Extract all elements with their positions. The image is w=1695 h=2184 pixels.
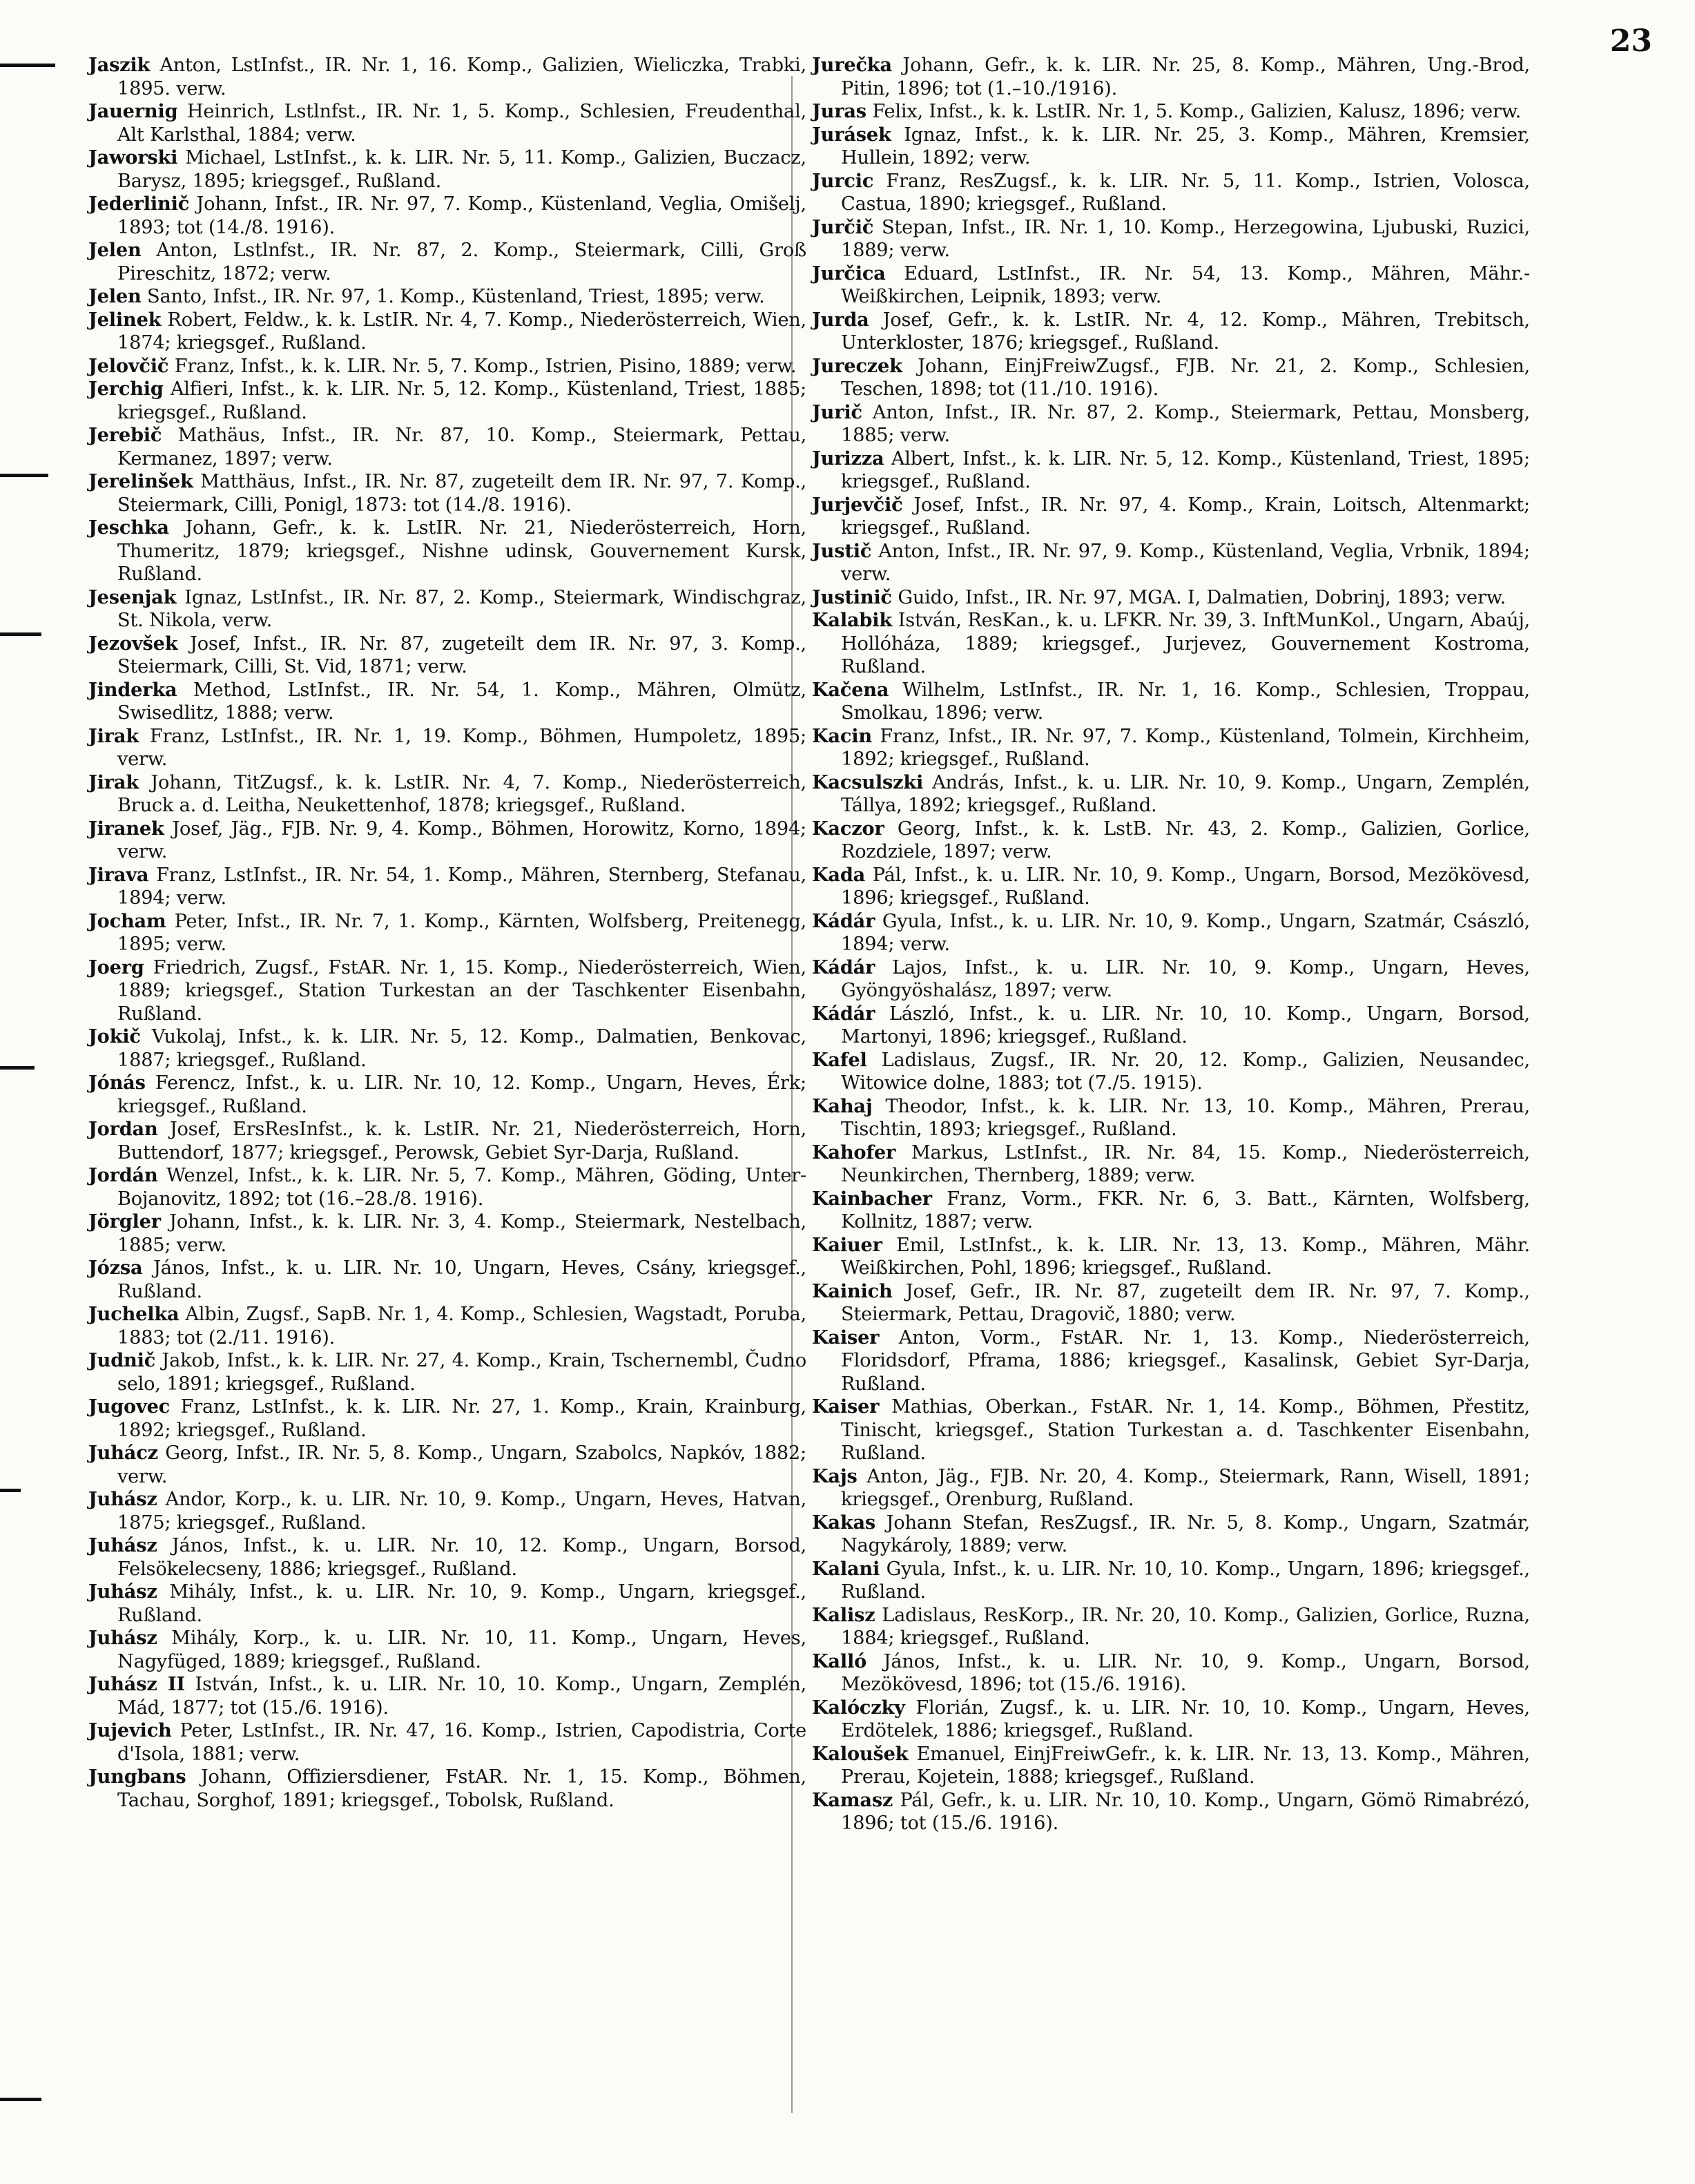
register-entry bbox=[88, 1395, 806, 1442]
entry-surname: Jelinek bbox=[88, 308, 162, 331]
entry-details: Franz, LstInfst., IR. Nr. 1, 19. Komp., Böhmen, Humpoletz, 1895; verw. bbox=[117, 725, 806, 770]
entry-surname: Jurásek bbox=[812, 123, 891, 146]
register-entry bbox=[88, 1025, 806, 1072]
register-entry bbox=[812, 1395, 1530, 1465]
register-entry bbox=[88, 864, 806, 910]
register-entry bbox=[88, 1072, 806, 1118]
entry-details: Anton, Vorm., FstAR. Nr. 1, 13. Komp., Niederösterreich, Floridsdorf, Pframa, 1886; kriegsgef., Kasalinsk, Gebiet Syr-Darja, Rußland. bbox=[841, 1326, 1530, 1395]
entry-details: Albert, Infst., k. k. LIR. Nr. 5, 12. Komp., Küstenland, Triest, 1895; kriegsgef., Rußland. bbox=[841, 447, 1530, 492]
margin-mark bbox=[0, 2098, 41, 2101]
entry-surname: Kahaj bbox=[812, 1094, 873, 1117]
entry-details: Theodor, Infst., k. k. LIR. Nr. 13, 10. Komp., Mähren, Prerau, Tischtin, 1893; kriegsgef., Rußland. bbox=[841, 1095, 1530, 1140]
entry-surname: Kaloušek bbox=[812, 1742, 909, 1765]
entry-surname: Kaiuer bbox=[812, 1233, 882, 1256]
entry-surname: Juhász bbox=[88, 1581, 157, 1603]
entry-surname: Jujevich bbox=[88, 1719, 172, 1741]
entry-surname: Kaczor bbox=[812, 817, 884, 840]
register-entry bbox=[88, 1210, 806, 1257]
entry-surname: Kaiser bbox=[812, 1326, 880, 1349]
register-entry bbox=[88, 1349, 806, 1395]
entry-details: Ignaz, Infst., k. k. LIR. Nr. 25, 3. Komp., Mähren, Kremsier, Hullein, 1892; verw. bbox=[841, 124, 1530, 168]
entry-details: Johann, Gefr., k. k. LstIR. Nr. 21, Niederösterreich, Horn, Thumeritz, 1879; kriegsgef., Nishne udinsk, Gouvernement Kursk, Rußland. bbox=[117, 517, 806, 585]
register-entry bbox=[88, 1118, 806, 1164]
entry-surname: Juras bbox=[812, 100, 866, 122]
register-entry bbox=[812, 170, 1530, 216]
entry-surname: Jokič bbox=[88, 1025, 141, 1047]
entry-surname: Jörgler bbox=[88, 1210, 161, 1233]
entry-surname: Jerelinšek bbox=[88, 470, 193, 492]
margin-mark bbox=[0, 632, 41, 636]
register-entry bbox=[812, 1789, 1530, 1835]
entry-details: Ignaz, LstInfst., IR. Nr. 87, 2. Komp., Steiermark, Windischgraz, St. Nikola, verw. bbox=[117, 586, 806, 631]
entry-details: Johann, Gefr., k. k. LIR. Nr. 25, 8. Komp., Mähren, Ung.-Brod, Pitin, 1896; tot (1.–10./1916). bbox=[841, 55, 1531, 99]
register-entry bbox=[812, 447, 1530, 494]
entry-surname: Jureczek bbox=[812, 354, 902, 377]
entry-surname: Kádár bbox=[812, 909, 875, 932]
entry-details: Eduard, LstInfst., IR. Nr. 54, 13. Komp., Mähren, Mähr.-Weißkirchen, Leipnik, 1893; verw. bbox=[841, 262, 1530, 307]
entry-details: Anton, LstInfst., IR. Nr. 1, 16. Komp., Galizien, Wieliczka, Trabki, 1895. verw. bbox=[117, 55, 806, 99]
entry-surname: Jinderka bbox=[88, 678, 177, 701]
entry-surname: Judnič bbox=[88, 1349, 156, 1371]
entry-details: János, Infst., k. u. LIR. Nr. 10, Ungarn, Heves, Csány, kriegsgef., Rußland. bbox=[117, 1257, 807, 1302]
entry-surname: Kačena bbox=[812, 678, 889, 701]
register-entry bbox=[812, 1326, 1530, 1396]
margin-mark bbox=[0, 1489, 21, 1492]
register-entry bbox=[812, 355, 1530, 401]
entry-surname: Jurjevčič bbox=[812, 493, 903, 516]
register-entry bbox=[88, 1766, 806, 1812]
register-entry bbox=[812, 1604, 1530, 1650]
entry-details: Mihály, Infst., k. u. LIR. Nr. 10, 9. Komp., Ungarn, kriegsgef., Rußland. bbox=[117, 1581, 806, 1626]
entry-surname: Jiranek bbox=[88, 817, 164, 840]
register-entry bbox=[88, 193, 806, 239]
entry-details: Josef, Gefr., k. k. LstIR. Nr. 4, 12. Komp., Mähren, Trebitsch, Unterkloster, 1876; kriegsgef., Rußland. bbox=[841, 309, 1530, 354]
register-entry bbox=[812, 1003, 1530, 1049]
entry-details: Pál, Infst., k. u. LIR. Nr. 10, 9. Komp., Ungarn, Borsod, Mezökövesd, 1896; kriegsgef., Rußland. bbox=[841, 864, 1530, 909]
register-entry bbox=[88, 771, 806, 818]
entry-details: Johann, Infst., k. k. LIR. Nr. 3, 4. Komp., Steiermark, Nestelbach, 1885; verw. bbox=[117, 1211, 806, 1256]
register-entry bbox=[88, 1673, 806, 1719]
entry-surname: Jirak bbox=[88, 724, 139, 747]
margin-mark bbox=[0, 64, 55, 67]
entry-surname: Jirak bbox=[88, 771, 139, 793]
entry-details: Georg, Infst., IR. Nr. 5, 8. Komp., Ungarn, Szabolcs, Napkóv, 1882; verw. bbox=[117, 1442, 806, 1487]
entry-surname: Jesenjak bbox=[88, 586, 177, 608]
entry-surname: Jocham bbox=[88, 909, 166, 932]
register-entry bbox=[812, 771, 1530, 818]
register-entry bbox=[812, 1697, 1530, 1743]
entry-details: Peter, Infst., IR. Nr. 7, 1. Komp., Kärnten, Wolfsberg, Preitenegg, 1895; verw. bbox=[117, 910, 806, 955]
register-entry bbox=[812, 1465, 1530, 1511]
register-entry bbox=[812, 216, 1530, 262]
entry-details: Anton, Infst., IR. Nr. 87, 2. Komp., Steiermark, Pettau, Monsberg, 1885; verw. bbox=[841, 401, 1530, 446]
register-entry bbox=[812, 818, 1530, 864]
entry-details: Anton, Infst., IR. Nr. 97, 9. Komp., Küstenland, Veglia, Vrbnik, 1894; verw. bbox=[841, 540, 1530, 585]
entry-details: Ladislaus, ResKorp., IR. Nr. 20, 10. Komp., Galizien, Gorlice, Ruzna, 1884; kriegsgef., Rußland. bbox=[841, 1604, 1530, 1649]
register-entry bbox=[88, 285, 806, 309]
entry-details: Franz, Infst., k. k. LIR. Nr. 5, 7. Komp., Istrien, Pisino, 1889; verw. bbox=[174, 355, 797, 377]
entry-surname: Kádár bbox=[812, 1002, 875, 1025]
entry-surname: Jezovšek bbox=[88, 632, 178, 655]
entry-surname: Justič bbox=[812, 539, 872, 562]
register-entry bbox=[812, 401, 1530, 447]
entry-details: Mihály, Korp., k. u. LIR. Nr. 10, 11. Komp., Ungarn, Heves, Nagyfüged, 1889; kriegsgef., Rußland. bbox=[117, 1627, 806, 1672]
entry-surname: Jurcic bbox=[812, 169, 874, 192]
entry-details: Franz, LstInfst., IR. Nr. 54, 1. Komp., Mähren, Sternberg, Stefanau, 1894; verw. bbox=[117, 864, 806, 909]
register-entry bbox=[812, 956, 1530, 1003]
entry-details: István, Infst., k. u. LIR. Nr. 10, 10. Komp., Ungarn, Zemplén, Mád, 1877; tot (15./6. 1916). bbox=[117, 1674, 806, 1719]
entry-surname: Kalani bbox=[812, 1557, 880, 1580]
entry-details: András, Infst., k. u. LIR. Nr. 10, 9. Komp., Ungarn, Zemplén, Tállya, 1892; kriegsgef., Rußland. bbox=[841, 771, 1530, 816]
entry-details: László, Infst., k. u. LIR. Nr. 10, 10. Komp., Ungarn, Borsod, Martonyi, 1896; kriegsgef., Rußland. bbox=[841, 1003, 1530, 1047]
margin-mark bbox=[0, 474, 48, 477]
entry-surname: Jungbans bbox=[88, 1766, 186, 1788]
left-column bbox=[88, 54, 806, 1812]
margin-mark bbox=[0, 1066, 35, 1070]
register-entry bbox=[812, 1141, 1530, 1188]
entry-details: Matthäus, Infst., IR. Nr. 87, zugeteilt dem IR. Nr. 97, 7. Komp., Steiermark, Cilli, Ponigl, 1873: tot (14./8. 1916). bbox=[117, 471, 806, 516]
register-entry bbox=[88, 1534, 806, 1581]
register-entry bbox=[812, 540, 1530, 586]
register-entry bbox=[812, 679, 1530, 725]
register-entry bbox=[88, 54, 806, 100]
entry-surname: Jordán bbox=[88, 1164, 158, 1186]
entry-details: Josef, Infst., IR. Nr. 87, zugeteilt dem IR. Nr. 97, 3. Komp., Steiermark, Cilli, St. Vid, 1871; verw. bbox=[117, 632, 806, 677]
entry-details: Josef, Infst., IR. Nr. 97, 4. Komp., Krain, Loitsch, Altenmarkt; kriegsgef., Rußland. bbox=[841, 494, 1530, 539]
register-entry bbox=[812, 124, 1530, 170]
entry-surname: Jurčica bbox=[812, 262, 886, 284]
register-entry bbox=[88, 378, 806, 424]
entry-surname: Kalóczky bbox=[812, 1696, 905, 1719]
entry-surname: Kádár bbox=[812, 956, 875, 978]
entry-surname: Kakas bbox=[812, 1511, 876, 1534]
entry-details: Pál, Gefr., k. u. LIR. Nr. 10, 10. Komp., Ungarn, Gömö Rimabrézó, 1896; tot (15./6. 1916). bbox=[841, 1789, 1530, 1834]
entry-details: Johann, TitZugsf., k. k. LstIR. Nr. 4, 7. Komp., Niederösterreich, Bruck a. d. Leitha, Neukettenhof, 1878; kriegsgef., Rußland. bbox=[117, 771, 806, 816]
entry-surname: Jelen bbox=[88, 285, 142, 307]
entry-surname: Jederlinič bbox=[88, 193, 190, 215]
entry-surname: Jerchig bbox=[88, 378, 164, 400]
entry-surname: Jerebič bbox=[88, 424, 162, 446]
entry-details: Ferencz, Infst., k. u. LIR. Nr. 10, 12. Komp., Ungarn, Heves, Érk; kriegsgef., Rußland. bbox=[117, 1072, 806, 1117]
register-entry bbox=[88, 1488, 806, 1534]
entry-surname: Kamasz bbox=[812, 1788, 893, 1811]
entry-details: Alfieri, Infst., k. k. LIR. Nr. 5, 12. Komp., Küstenland, Triest, 1885; kriegsgef., Rußland. bbox=[117, 378, 806, 423]
entry-details: Florián, Zugsf., k. u. LIR. Nr. 10, 10. Komp., Ungarn, Heves, Erdötelek, 1886; kriegsgef., Rußland. bbox=[841, 1697, 1530, 1741]
entry-details: Gyula, Infst., k. u. LIR. Nr. 10, 10. Komp., Ungarn, 1896; kriegsgef., Rußland. bbox=[841, 1558, 1530, 1603]
register-entry bbox=[812, 609, 1530, 679]
register-entry bbox=[812, 1234, 1530, 1280]
entry-details: János, Infst., k. u. LIR. Nr. 10, 12. Komp., Ungarn, Borsod, Felsökelecseny, 1886; kriegsgef., Rußland. bbox=[117, 1535, 806, 1580]
entry-surname: Juhász II bbox=[88, 1673, 185, 1695]
entry-surname: Kalisz bbox=[812, 1603, 875, 1626]
entry-surname: Kalabik bbox=[812, 609, 892, 631]
register-entry bbox=[88, 1164, 806, 1210]
register-entry bbox=[812, 1280, 1530, 1326]
register-entry bbox=[88, 239, 806, 285]
entry-surname: Joerg bbox=[88, 956, 144, 978]
entry-details: Felix, Infst., k. k. LstIR. Nr. 1, 5. Komp., Galizien, Kalusz, 1896; verw. bbox=[872, 101, 1522, 122]
register-entry bbox=[812, 586, 1530, 610]
entry-details: Robert, Feldw., k. k. LstIR. Nr. 4, 7. Komp., Niederösterreich, Wien, 1874; kriegsgef., Rußland. bbox=[117, 309, 806, 354]
entry-surname: Juhász bbox=[88, 1534, 157, 1556]
entry-details: Johann Stefan, ResZugsf., IR. Nr. 5, 8. Komp., Ungarn, Szatmár, Nagykároly, 1889; verw. bbox=[841, 1511, 1530, 1556]
entry-details: Emil, LstInfst., k. k. LIR. Nr. 13, 13. Komp., Mähren, Mähr. Weißkirchen, Pohl, 1896; kriegsgef., Rußland. bbox=[841, 1234, 1530, 1279]
entry-surname: Kahofer bbox=[812, 1141, 896, 1163]
entry-surname: Jaszik bbox=[88, 54, 151, 76]
page-number: 23 bbox=[1609, 23, 1652, 59]
entry-surname: Kajs bbox=[812, 1465, 858, 1487]
entry-surname: Juchelka bbox=[88, 1303, 180, 1325]
register-entry bbox=[88, 956, 806, 1026]
entry-surname: Jelen bbox=[88, 239, 142, 261]
entry-details: Lajos, Infst., k. u. LIR. Nr. 10, 9. Komp., Ungarn, Heves, Gyöngyöshalász, 1897; verw. bbox=[841, 956, 1530, 1001]
entry-details: István, ResKan., k. u. LFKR. Nr. 39, 3. InftMunKol., Ungarn, Abaúj, Hollóháza, 1889; kriegsgef., Jurjevez, Gouvernement Kostroma, Rußland. bbox=[841, 610, 1530, 677]
register-entry bbox=[812, 309, 1530, 355]
entry-details: Josef, ErsResInfst., k. k. LstIR. Nr. 21, Niederösterreich, Horn, Buttendorf, 1877; kriegsgef., Perowsk, Gebiet Syr-Darja, Rußland. bbox=[117, 1119, 806, 1163]
entry-surname: Kada bbox=[812, 863, 866, 886]
entry-details: Ladislaus, Zugsf., IR. Nr. 20, 12. Komp., Galizien, Neusandec, Witowice dolne, 1883; tot (7./5. 1915). bbox=[841, 1049, 1530, 1094]
register-entry bbox=[88, 1719, 806, 1766]
register-entry bbox=[88, 1257, 806, 1303]
register-entry bbox=[812, 864, 1530, 910]
register-entry bbox=[812, 1095, 1530, 1141]
entry-surname: Jelovčič bbox=[88, 354, 169, 377]
register-entry bbox=[88, 470, 806, 516]
entry-details: Michael, LstInfst., k. k. LIR. Nr. 5, 11. Komp., Galizien, Buczacz, Barysz, 1895; kriegsgef., Rußland. bbox=[117, 147, 806, 192]
register-entry bbox=[812, 1049, 1530, 1095]
entry-details: János, Infst., k. u. LIR. Nr. 10, 9. Komp., Ungarn, Borsod, Mezökövesd, 1896; tot (15./6. 1916). bbox=[841, 1650, 1530, 1695]
entry-details: Emanuel, EinjFreiwGefr., k. k. LIR. Nr. 13, 13. Komp., Mähren, Prerau, Kojetein, 1888; kriegsgef., Rußland. bbox=[841, 1743, 1530, 1788]
register-entry bbox=[88, 1442, 806, 1488]
entry-surname: Jaworski bbox=[88, 146, 178, 168]
entry-details: Georg, Infst., k. k. LstB. Nr. 43, 2. Komp., Galizien, Gorlice, Rozdziele, 1897; verw. bbox=[841, 818, 1530, 862]
register-entry bbox=[812, 725, 1530, 771]
entry-surname: Jordan bbox=[88, 1118, 158, 1140]
entry-details: Anton, Jäg., FJB. Nr. 20, 4. Komp., Steiermark, Rann, Wisell, 1891; kriegsgef., Orenburg, Rußland. bbox=[841, 1465, 1530, 1510]
register-entry bbox=[88, 818, 806, 864]
entry-details: Johann, EinjFreiwZugsf., FJB. Nr. 21, 2. Komp., Schlesien, Teschen, 1898; tot (11./10. 1916). bbox=[841, 355, 1530, 400]
entry-details: Albin, Zugsf., SapB. Nr. 1, 4. Komp., Schlesien, Wagstadt, Poruba, 1883; tot (2./11. 1916). bbox=[117, 1304, 806, 1349]
register-entry bbox=[88, 100, 806, 146]
entry-surname: Kainbacher bbox=[812, 1187, 932, 1210]
register-entry bbox=[812, 54, 1530, 100]
entry-details: Mathias, Oberkan., FstAR. Nr. 1, 14. Komp., Böhmen, Přestitz, Tinischt, kriegsgef., Station Turkestan a. d. Taschkenter Eisenbahn, Rußland. bbox=[841, 1396, 1530, 1464]
right-column bbox=[812, 54, 1530, 1835]
entry-surname: Jurečka bbox=[812, 54, 892, 76]
entry-details: Santo, Infst., IR. Nr. 97, 1. Komp., Küstenland, Triest, 1895; verw. bbox=[147, 286, 765, 307]
register-entry bbox=[812, 910, 1530, 956]
entry-details: Anton, Lstlnfst., IR. Nr. 87, 2. Komp., Steiermark, Cilli, Groß Pireschitz, 1872; verw. bbox=[117, 240, 806, 284]
entry-surname: Juhácz bbox=[88, 1442, 158, 1464]
entry-surname: Kacsulszki bbox=[812, 771, 924, 793]
register-entry bbox=[88, 516, 806, 586]
entry-details: Guido, Infst., IR. Nr. 97, MGA. I, Dalmatien, Dobrinj, 1893; verw. bbox=[898, 586, 1506, 608]
register-entry bbox=[88, 1627, 806, 1673]
register-entry bbox=[88, 632, 806, 679]
entry-details: Heinrich, Lstlnfst., IR. Nr. 1, 5. Komp., Schlesien, Freudenthal, Alt Karlsthal, 1884; verw. bbox=[117, 101, 807, 146]
entry-details: Andor, Korp., k. u. LIR. Nr. 10, 9. Komp., Ungarn, Heves, Hatvan, 1875; kriegsgef., Rußland. bbox=[117, 1489, 806, 1534]
register-entry bbox=[88, 725, 806, 771]
register-entry bbox=[88, 1303, 806, 1349]
entry-details: Markus, LstInfst., IR. Nr. 84, 15. Komp., Niederösterreich, Neunkirchen, Thernberg, 1889; verw. bbox=[841, 1141, 1530, 1186]
entry-surname: Jugovec bbox=[88, 1395, 171, 1418]
entry-details: Franz, ResZugsf., k. k. LIR. Nr. 5, 11. Komp., Istrien, Volosca, Castua, 1890; kriegsgef., Rußland. bbox=[841, 170, 1530, 215]
entry-surname: Jirava bbox=[88, 863, 149, 886]
entry-surname: Jurda bbox=[812, 308, 869, 331]
entry-details: Wilhelm, LstInfst., IR. Nr. 1, 16. Komp., Schlesien, Troppau, Smolkau, 1896; verw. bbox=[841, 679, 1530, 724]
register-entry bbox=[812, 1558, 1530, 1604]
entry-details: Franz, Vorm., FKR. Nr. 6, 3. Batt., Kärnten, Wolfsberg, Kollnitz, 1887; verw. bbox=[841, 1188, 1530, 1233]
entry-surname: Kalló bbox=[812, 1650, 867, 1672]
entry-surname: Jurizza bbox=[812, 447, 884, 470]
entry-surname: Juhász bbox=[88, 1627, 157, 1649]
entry-details: Jakob, Infst., k. k. LIR. Nr. 27, 4. Komp., Krain, Tschernembl, Čudno selo, 1891; kriegsgef., Rußland. bbox=[117, 1350, 806, 1395]
entry-details: Vukolaj, Infst., k. k. LIR. Nr. 5, 12. Komp., Dalmatien, Benkovac, 1887; kriegsgef., Rußland. bbox=[117, 1026, 806, 1071]
entry-details: Johann, Infst., IR. Nr. 97, 7. Komp., Küstenland, Veglia, Omišelj, 1893; tot (14./8. 1916). bbox=[117, 193, 806, 238]
entry-surname: Kafel bbox=[812, 1048, 867, 1071]
register-entry bbox=[812, 100, 1530, 124]
register-entry bbox=[812, 1650, 1530, 1697]
register-entry bbox=[88, 1581, 806, 1627]
register-entry bbox=[88, 424, 806, 470]
entry-surname: Jurčič bbox=[812, 215, 874, 238]
register-entry bbox=[812, 1743, 1530, 1789]
register-entry bbox=[812, 1188, 1530, 1234]
entry-surname: Justinič bbox=[812, 586, 892, 608]
register-entry bbox=[88, 679, 806, 725]
entry-details: Josef, Gefr., IR. Nr. 87, zugeteilt dem IR. Nr. 97, 7. Komp., Steiermark, Pettau, Dragovič, 1880; verw. bbox=[841, 1280, 1530, 1325]
entry-surname: Kaiser bbox=[812, 1395, 880, 1418]
register-entry bbox=[88, 586, 806, 632]
entry-details: Wenzel, Infst., k. k. LIR. Nr. 5, 7. Komp., Mähren, Göding, Unter-Bojanovitz, 1892; tot (16.–28./8. 1916). bbox=[117, 1165, 806, 1210]
register-entry bbox=[812, 262, 1530, 309]
entry-surname: Józsa bbox=[88, 1257, 143, 1279]
entry-surname: Jurič bbox=[812, 400, 862, 423]
register-entry bbox=[88, 355, 806, 378]
register-entry bbox=[88, 309, 806, 355]
entry-details: Method, LstInfst., IR. Nr. 54, 1. Komp., Mähren, Olmütz, Swisedlitz, 1888; verw. bbox=[117, 679, 807, 724]
entry-details: Friedrich, Zugsf., FstAR. Nr. 1, 15. Komp., Niederösterreich, Wien, 1889; kriegsgef., Station Turkestan an der Taschkenter Eisenbahn, Rußland. bbox=[117, 956, 806, 1025]
entry-details: Peter, LstInfst., IR. Nr. 47, 16. Komp., Istrien, Capodistria, Corte d'Isola, 1881; verw. bbox=[117, 1720, 806, 1765]
entry-details: Franz, LstInfst., k. k. LIR. Nr. 27, 1. Komp., Krain, Krainburg, 1892; kriegsgef., Rußland. bbox=[117, 1396, 806, 1441]
entry-surname: Juhász bbox=[88, 1488, 157, 1510]
entry-details: Mathäus, Infst., IR. Nr. 87, 10. Komp., Steiermark, Pettau, Kermanez, 1897; verw. bbox=[117, 425, 807, 470]
register-entry bbox=[812, 494, 1530, 540]
entry-surname: Kacin bbox=[812, 724, 872, 747]
register-entry bbox=[88, 910, 806, 956]
entry-surname: Kainich bbox=[812, 1279, 893, 1302]
entry-surname: Jónás bbox=[88, 1072, 146, 1094]
entry-details: Franz, Infst., IR. Nr. 97, 7. Komp., Küstenland, Tolmein, Kirchheim, 1892; kriegsgef., Rußland. bbox=[841, 725, 1530, 770]
entry-details: Stepan, Infst., IR. Nr. 1, 10. Komp., Herzegowina, Ljubuski, Ruzici, 1889; verw. bbox=[841, 216, 1530, 261]
entry-details: Johann, Offiziersdiener, FstAR. Nr. 1, 15. Komp., Böhmen, Tachau, Sorghof, 1891; kriegsgef., Tobolsk, Rußland. bbox=[117, 1766, 806, 1811]
register-entry bbox=[812, 1511, 1530, 1558]
register-entry bbox=[88, 146, 806, 193]
entry-details: Josef, Jäg., FJB. Nr. 9, 4. Komp., Böhmen, Horowitz, Korno, 1894; verw. bbox=[117, 818, 806, 862]
entry-details: Gyula, Infst., k. u. LIR. Nr. 10, 9. Komp., Ungarn, Szatmár, Császló, 1894; verw. bbox=[841, 910, 1530, 955]
entry-surname: Jeschka bbox=[88, 516, 169, 539]
entry-surname: Jauernig bbox=[88, 100, 178, 122]
